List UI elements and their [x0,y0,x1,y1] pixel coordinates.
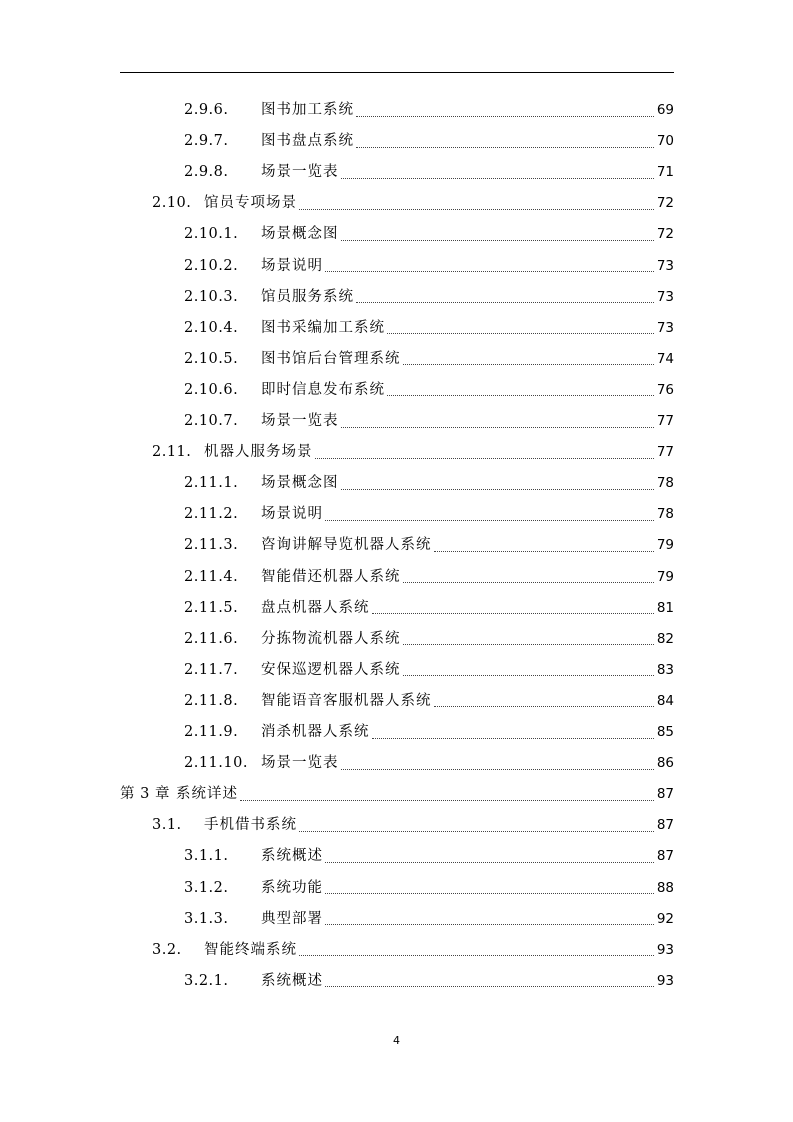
toc-entry[interactable] [184,95,674,126]
toc-entry-page: 73 [656,319,674,336]
toc-entry-page: 81 [656,599,674,616]
dot-leader [240,799,654,801]
toc-entry-title: 分拣物流机器人系统 [261,630,401,647]
dot-leader [341,239,654,241]
toc-entry-title: 系统概述 [261,848,323,865]
toc-entry-number: 2.9.7. [184,133,229,150]
toc-entry-page: 71 [656,164,674,181]
toc-entry[interactable] [184,562,674,593]
toc-entry-number: 3.1.2. [184,879,229,896]
toc-entry-page: 87 [656,786,674,803]
toc-entry-number: 2.10. [152,195,192,212]
dot-leader [372,737,654,739]
toc-entry[interactable] [184,904,674,935]
toc-entry-page: 77 [656,413,674,429]
toc-entry-title: 场景概念图 [261,475,339,492]
toc-entry-page: 69 [656,102,674,118]
dot-leader [403,581,654,583]
toc-entry-number: 2.11.5. [184,599,239,616]
toc-entry[interactable] [184,593,674,624]
dot-leader [341,488,654,490]
toc-entry-title: 系统概述 [261,972,323,989]
dot-leader [341,426,654,428]
dot-leader [315,457,654,459]
toc-entry-number: 2.11.3. [184,537,239,554]
toc-entry-number: 3.1. [152,817,182,834]
toc-entry-page: 73 [656,257,674,274]
toc-entry-title: 场景一览表 [261,413,339,429]
toc-entry-number: 2.10.5. [184,350,239,367]
toc-entry-title: 图书盘点系统 [261,133,354,150]
toc-entry-number: 3.1.3. [184,910,229,927]
dot-leader [325,985,654,987]
toc-entry[interactable] [120,779,674,810]
dot-leader [387,394,654,396]
toc-entry-number: 2.10.3. [184,288,239,305]
toc-entry[interactable] [152,437,674,468]
toc-entry[interactable] [184,624,674,655]
toc-entry-title: 盘点机器人系统 [261,599,370,616]
toc-entry-page: 72 [656,195,674,212]
toc-entry[interactable] [184,313,674,344]
toc-entry-title: 安保巡逻机器人系统 [261,661,401,678]
dot-leader [299,208,654,210]
toc-entry-title: 场景一览表 [261,164,339,181]
toc-entry-page: 76 [656,381,674,398]
toc-entry-page: 93 [656,972,674,989]
toc-entry[interactable] [184,655,674,686]
toc-entry-page: 70 [656,133,674,150]
toc-entry-number: 2.11.9. [184,724,239,740]
toc-entry-number: 2.11.6. [184,630,239,647]
toc-entry-number: 3.2. [152,941,182,958]
toc-entry[interactable] [184,686,674,717]
dot-leader [356,301,654,303]
toc-entry-number: 2.10.1. [184,226,239,243]
toc-entry[interactable] [184,219,674,250]
toc-entry[interactable] [184,530,674,561]
toc-entry-number: 2.10.2. [184,257,239,274]
toc-entry-number: 2.10.7. [184,413,239,429]
toc-entry-page: 78 [656,475,674,492]
toc-entry-title: 系统详述 [176,786,238,803]
dot-leader [403,674,654,676]
toc-entry-page: 85 [656,724,674,740]
toc-entry[interactable] [152,810,674,841]
toc-entry-title: 场景说明 [261,257,323,274]
toc-entry-page: 73 [656,288,674,305]
toc-entry[interactable] [184,157,674,188]
dot-leader [341,768,654,770]
toc-entry-number: 2.11.2. [184,506,239,523]
toc-entry[interactable] [152,935,674,966]
toc-entry-title: 机器人服务场景 [204,444,313,461]
toc-entry-title: 图书馆后台管理系统 [261,350,401,367]
dot-leader [341,177,654,179]
toc-entry-title: 馆员专项场景 [204,195,297,212]
toc-entry[interactable] [184,717,674,748]
dot-leader [403,363,654,365]
toc-entry-title: 场景说明 [261,506,323,523]
toc-entry[interactable] [184,282,674,313]
toc-entry-number: 2.10.4. [184,319,239,336]
dot-leader [299,830,654,832]
toc-entry[interactable] [184,251,674,282]
toc-entry-page: 92 [656,910,674,927]
toc-entry-title: 手机借书系统 [204,817,297,834]
toc-entry-number: 3.1.1. [184,848,229,865]
toc-entry-title: 咨询讲解导览机器人系统 [261,537,432,554]
toc-entry-title: 图书采编加工系统 [261,319,385,336]
toc-entry-number: 2.11.10. [184,755,248,772]
toc-entry-title: 馆员服务系统 [261,288,354,305]
toc-entry[interactable] [184,499,674,530]
toc-entry-number: 2.10.6. [184,381,239,398]
dot-leader [356,146,654,148]
toc-entry-number: 2.9.6. [184,102,229,118]
toc-entry-page: 83 [656,661,674,678]
toc-entry-number: 2.11.4. [184,568,239,585]
dot-leader [434,705,654,707]
toc-entry[interactable] [184,375,674,406]
toc-entry[interactable] [184,748,674,779]
toc-entry-page: 77 [656,444,674,461]
toc-entry-number: 2.11.1. [184,475,239,492]
toc-entry-page: 82 [656,630,674,647]
toc-entry-title: 即时信息发布系统 [261,381,385,398]
dot-leader [325,519,654,521]
toc-entry-title: 智能语音客服机器人系统 [261,692,432,709]
toc-entry-title: 系统功能 [261,879,323,896]
toc-entry-number: 第 3 章 [120,786,170,803]
toc-entry[interactable] [184,966,674,997]
toc-entry-title: 消杀机器人系统 [261,724,370,740]
toc-entry[interactable] [152,188,674,219]
toc-entry-page: 74 [656,350,674,367]
toc-entry-number: 2.11. [152,444,192,461]
toc-entry[interactable] [184,406,674,437]
toc-entry-number: 2.11.8. [184,692,239,709]
toc-entry[interactable] [184,126,674,157]
dot-leader [325,861,654,863]
toc-entry-title: 智能借还机器人系统 [261,568,401,585]
dot-leader [387,332,654,334]
dot-leader [403,643,654,645]
dot-leader [325,923,654,925]
toc-entry-title: 智能终端系统 [204,941,297,958]
toc-entry-title: 场景一览表 [261,755,339,772]
toc-entry-page: 88 [656,879,674,896]
toc-entry-page: 72 [656,226,674,243]
header-rule [120,72,674,73]
toc-entry-number: 3.2.1. [184,972,229,989]
toc-entry-page: 78 [656,506,674,523]
toc-entry-title: 场景概念图 [261,226,339,243]
toc-entry-page: 87 [656,817,674,834]
toc-entry-page: 86 [656,755,674,772]
page-number: 4 [393,1034,400,1047]
dot-leader [325,270,654,272]
dot-leader [299,954,654,956]
toc-entry-title: 图书加工系统 [261,102,354,118]
dot-leader [434,550,654,552]
toc-entry-page: 79 [656,568,674,585]
toc-entry[interactable] [184,468,674,499]
toc-entry[interactable] [184,873,674,904]
toc-entry-page: 87 [656,848,674,865]
toc-entry[interactable] [184,841,674,872]
dot-leader [372,612,654,614]
dot-leader [356,115,654,117]
toc-entry[interactable] [184,344,674,375]
toc-entry-title: 典型部署 [261,910,323,927]
dot-leader [325,892,654,894]
toc-entry-page: 93 [656,941,674,958]
toc-entry-page: 84 [656,692,674,709]
toc-entry-number: 2.11.7. [184,661,239,678]
toc-entry-page: 79 [656,537,674,554]
toc-entry-number: 2.9.8. [184,164,229,181]
